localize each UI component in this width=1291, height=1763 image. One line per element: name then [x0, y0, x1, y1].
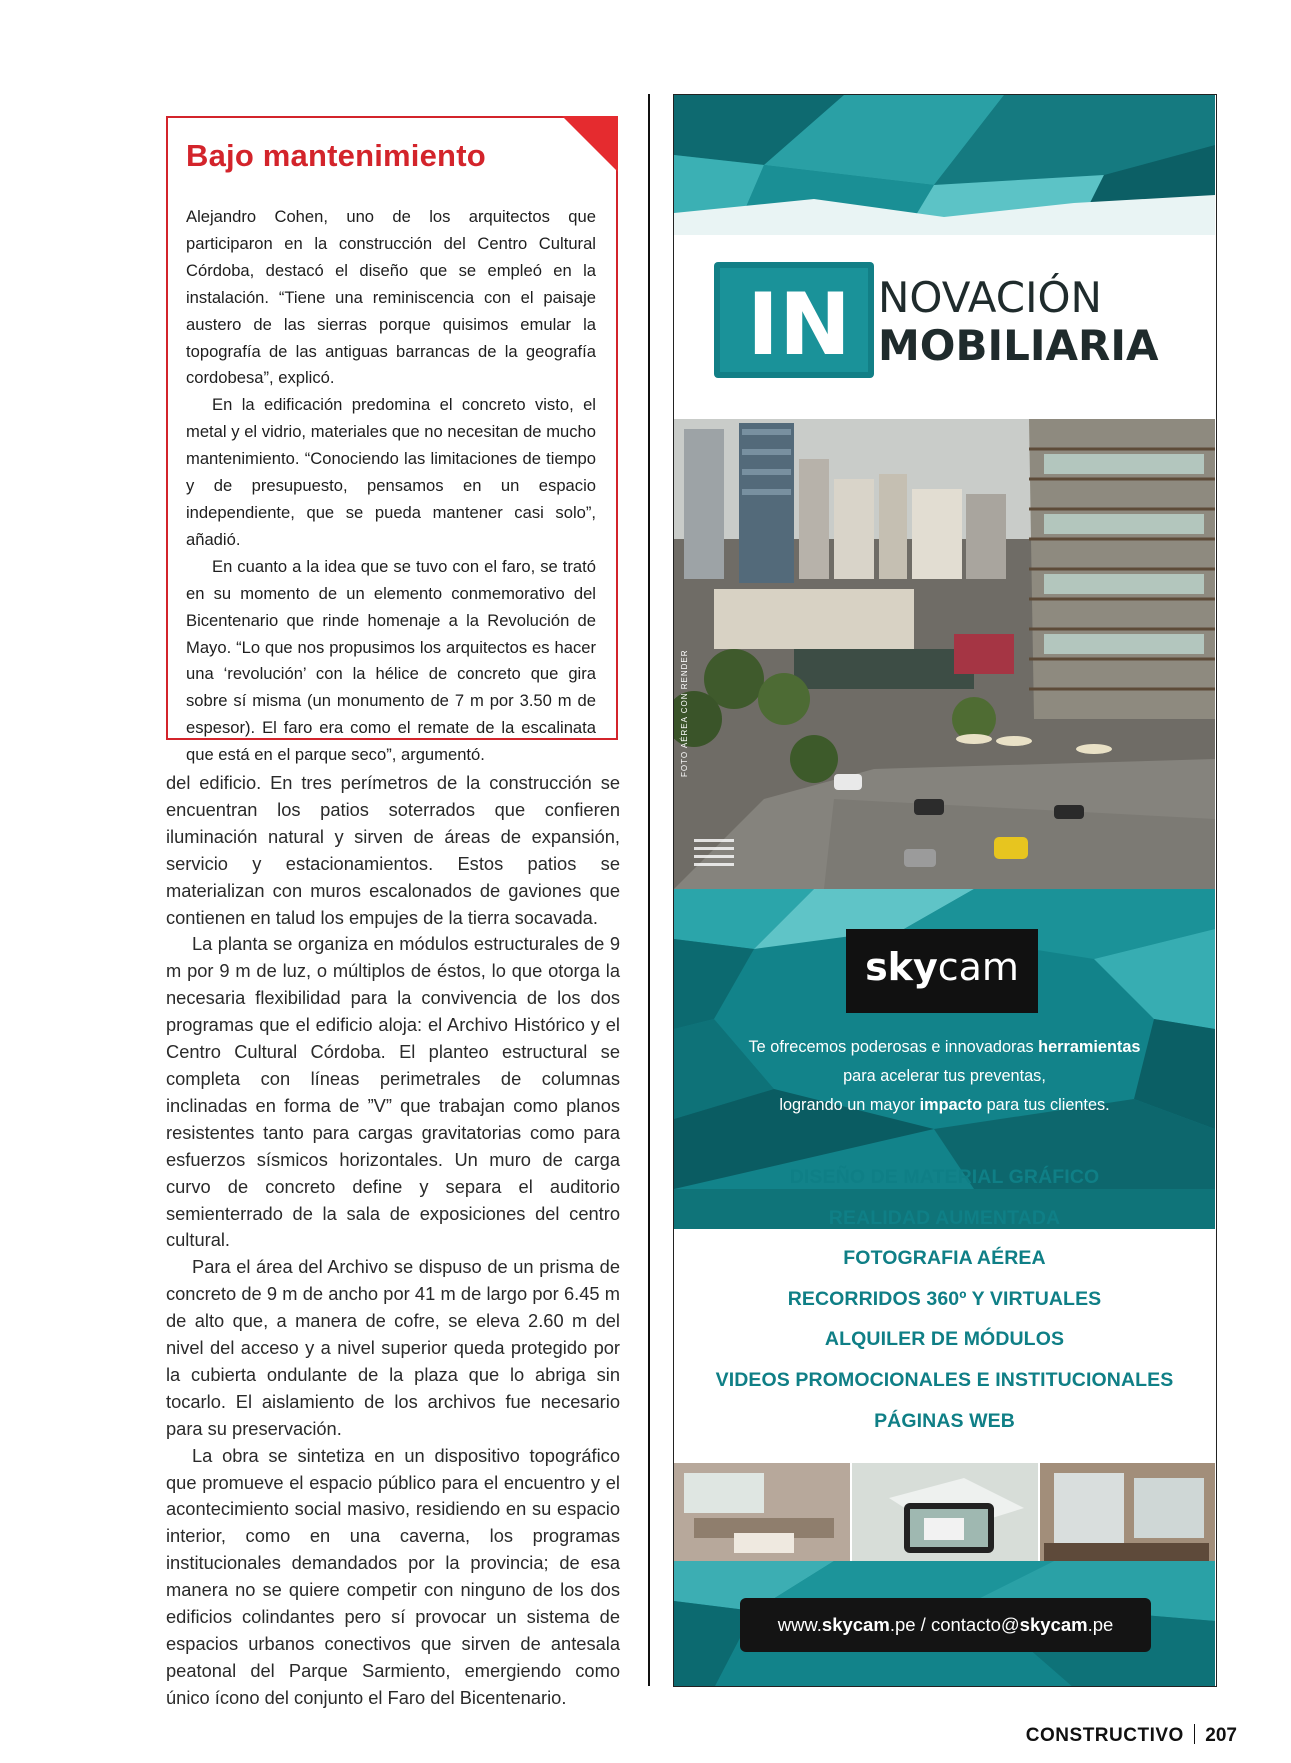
article-paragraph: La planta se organiza en módulos estructurales de 9 m por 9 m de luz, o múltiplos de éstos, lo que otorga la necesaria flexibilidad para la convivencia de los dos programas que el edificio aloja: el Archivo Histórico y el Centro Cultural Córdoba. El planteo estructural se completa con líneas perimetrales de columnas inclinadas en forma de ”V” que trabajan como planos resistentes tanto para cargas gravitatorias como para esfuerzos sísmicos horizontales. Un muro de carga curvo de concreto define y separa el auditorio semienterrado de la sala de exposiciones del centro cultural. — [166, 933, 620, 1251]
sidebar-paragraph: En cuanto a la idea que se tuvo con el faro, se trató en su momento de un elemento conmemorativo del Bicentenario que rinde homenaje a la Revolución de Mayo. “Lo que nos propusimos los arquitectos es hacer una ‘revolución’ con la hélice de concreto que gira sobre sí misma (un monumento de 7 m por 3.50 m de espesor). El faro era como el remate de la escalinata que está en el parque seco”, argumentó. — [186, 556, 596, 765]
aerial-city-photo — [674, 419, 1215, 889]
tagline-text: Te ofrecemos poderosas e innovadoras — [748, 1038, 1039, 1056]
top-polygon-banner — [674, 95, 1215, 235]
tagline-line3 — [674, 1091, 1215, 1120]
sidebar-body — [186, 204, 596, 769]
photo-credit: FOTO AÉREA CON RENDER — [680, 649, 689, 777]
contact-text: www. — [777, 1614, 822, 1635]
service-item: VIDEOS PROMOCIONALES E INSTITUCIONALES — [715, 1368, 1174, 1391]
sidebar-paragraph: Alejandro Cohen, uno de los arquitectos que participaron en la construcción del Centro Cultural Córdoba, destacó el diseño que se empleó en la instalación. “Tiene una reminiscencia con el paisaje austero de las sierras porque quisimos emular la topografía de las antiguas barrancas de la geografía cordobesa”, explicó. — [186, 207, 596, 388]
sidebar-paragraph: En la edificación predomina el concreto visto, el metal y el vidrio, materiales que no necesitan de mucho mantenimiento. “Conociendo las limitaciones de tiempo y de presupuesto, pensamos en un espacio independiente, que se pueda mantener casi solo”, añadió. — [186, 395, 596, 549]
tagline-line2: para acelerar tus preventas, — [843, 1067, 1046, 1085]
sidebar-box — [166, 116, 618, 765]
skycam-logo — [846, 945, 1038, 989]
corner-triangle — [562, 116, 618, 172]
service-item: RECORRIDOS 360º Y VIRTUALES — [787, 1287, 1102, 1310]
tagline-text: para tus clientes. — [982, 1096, 1110, 1114]
brand-bold: sky — [865, 945, 938, 989]
skycam-brand-box — [846, 929, 1038, 1013]
logo-line1: NOVACIÓN — [878, 273, 1102, 322]
logo-in: IN — [747, 275, 851, 375]
tagline-text: logrando un mayor — [779, 1096, 920, 1114]
contact-bar[interactable] — [740, 1598, 1151, 1652]
tagline-line1 — [674, 1033, 1215, 1062]
article-paragraph: La obra se sintetiza en un dispositivo topográfico que promueve el espacio público para el encuentro y el acontecimiento social masivo, residiendo en su espacio interior, como en una caverna, los programas institucionales demandados por la provincia; de esa manera no se quiere competir con ninguno de los dos edificios colindantes pero sí provocar un sistema de espacios urbanos conectivos que sirven de antesala peatonal del Parque Sarmiento, emergiendo como único ícono del conjunto el Faro del Bicentenario. — [166, 1444, 620, 1708]
tagline-bold: herramientas — [1038, 1038, 1141, 1056]
magazine-name: CONSTRUCTIVO — [1025, 1725, 1184, 1746]
footer-separator — [1194, 1724, 1196, 1744]
service-item: DISEÑO DE MATERIAL GRÁFICO — [789, 1166, 1100, 1188]
contact-bold: skycam — [821, 1614, 890, 1635]
service-item: REALIDAD AUMENTADA — [828, 1206, 1061, 1229]
interior-thumbnails — [674, 1463, 1215, 1562]
contact-bold: skycam — [1019, 1614, 1088, 1635]
service-item: PÁGINAS WEB — [874, 1409, 1015, 1432]
article-paragraph: Para el área del Archivo se dispuso de un prisma de concreto de 9 m de ancho por 41 m de largo por 6.45 m de alto que, a manera de cofre, se eleva 2.60 m del nivel del acceso y a nivel superior queda protegido por la cubierta ondulante de la plaza que lo abriga sin tocarlo. El aislamiento de los archivos fue necesario para su preservación. — [166, 1256, 620, 1439]
sidebar-title: Bajo mantenimiento — [186, 138, 486, 173]
article-body — [166, 770, 620, 1712]
innovacion-inmobiliaria-logo — [714, 262, 1171, 378]
tagline-bold: impacto — [919, 1096, 983, 1114]
brand-light: cam — [937, 945, 1019, 989]
contact-text: .pe / contacto@ — [889, 1614, 1020, 1635]
ad-tagline — [674, 1033, 1215, 1120]
column-divider — [648, 94, 650, 1686]
contact-text: .pe — [1087, 1614, 1114, 1635]
page-footer — [1026, 1724, 1237, 1747]
logo-line2: MOBILIARIA — [878, 321, 1159, 370]
services-list — [674, 1157, 1215, 1441]
page-number: 207 — [1205, 1725, 1237, 1746]
skycam-advertisement[interactable] — [673, 94, 1217, 1687]
article-paragraph: del edificio. En tres perímetros de la construcción se encuentran los patios soterrados que confieren iluminación natural y sirven de áreas de expansión, servicio y estacionamientos. Estos patios se materializan con muros escalonados de gaviones que contienen en talud los empujes de la tierra socavada. — [166, 772, 620, 928]
service-item: FOTOGRAFIA AÉREA — [843, 1247, 1046, 1270]
service-item: ALQUILER DE MÓDULOS — [824, 1328, 1065, 1351]
